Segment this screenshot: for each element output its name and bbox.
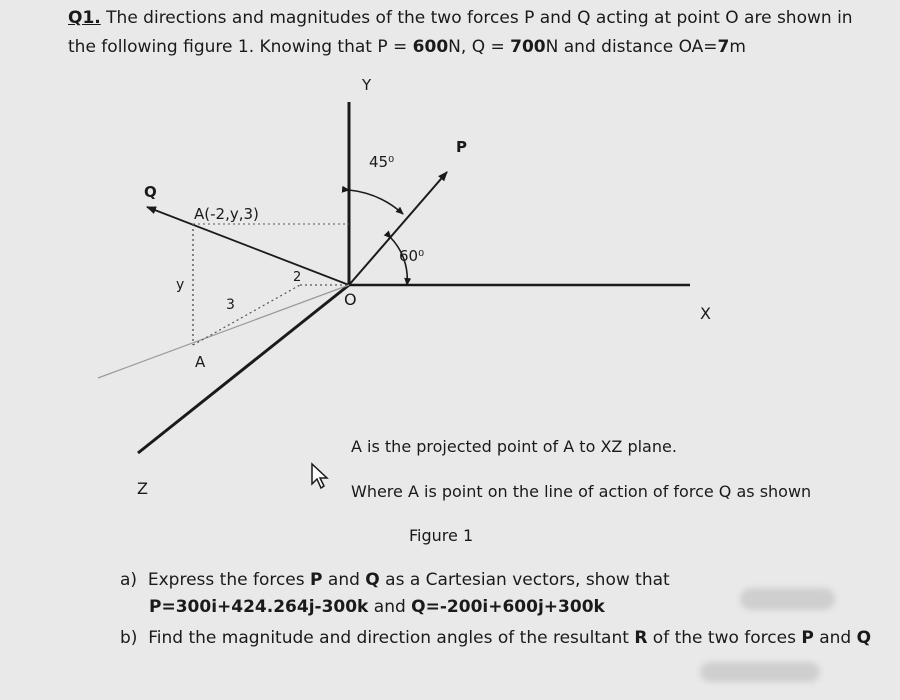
figure-note-1: A is the projected point of A to XZ plane. [351, 437, 677, 456]
origin-label: O [344, 290, 357, 309]
force-q-label: Q [144, 183, 157, 201]
part-b-q: Q [856, 628, 872, 648]
axis-x-label: X [700, 304, 711, 323]
question-number: Q1. [68, 8, 101, 28]
part-a-q: Q [365, 570, 380, 590]
part-a-p: P [310, 570, 323, 590]
part-a-text-2: and [322, 570, 366, 590]
part-b-line [120, 628, 871, 648]
dimension-3: 3 [226, 297, 235, 313]
part-b-p: P [801, 628, 814, 648]
oa-value: 7 [717, 37, 730, 57]
part-a-line-1 [120, 570, 670, 590]
figure-note-2: Where A is point on the line of action of force Q as shown [351, 482, 812, 501]
force-p-label: P [456, 138, 467, 156]
z-axis [138, 285, 349, 453]
axis-z-label: Z [137, 479, 148, 498]
axis-y-label: Y [362, 76, 372, 94]
question-text-2a: the following figure 1. Knowing that P = [68, 37, 413, 57]
projection-line [98, 285, 349, 378]
part-b-r: R [634, 628, 648, 648]
point-a-coords: A(-2,y,3) [194, 205, 259, 223]
part-a-line-2 [149, 597, 605, 617]
p-value: 600 [412, 37, 449, 57]
question-text-2c: N and distance OA= [545, 37, 718, 57]
figure-caption: Figure 1 [409, 526, 474, 545]
q-vector: Q=-200i+600j+300k [411, 597, 605, 617]
p-vector: P=300i+424.264j-300k [149, 597, 369, 617]
part-a-text-3: as a Cartesian vectors, show that [379, 570, 670, 590]
angle-45-arc [349, 190, 403, 214]
part-a-and: and [368, 597, 412, 617]
question-text-1: The directions and magnitudes of the two forces P and Q acting at point O are shown in [100, 8, 853, 28]
force-p-arrow [349, 172, 447, 285]
point-a-projection: A [195, 353, 206, 371]
part-b-label: b) [120, 628, 138, 648]
part-a-text-1: Express the forces [147, 570, 311, 590]
question-text-2d: m [729, 37, 746, 57]
mouse-cursor-icon [310, 462, 330, 490]
angle-60-label: 60⁰ [399, 247, 425, 265]
dimension-2: 2 [293, 270, 302, 285]
redaction-smudge [700, 662, 820, 682]
angle-45-label: 45⁰ [369, 153, 395, 171]
question-text-2b: N, Q = [448, 37, 511, 57]
part-a-label: a) [120, 570, 138, 590]
q-value: 700 [510, 37, 546, 57]
part-b-text-2: of the two forces [647, 628, 802, 648]
dimension-y: y [176, 277, 185, 293]
part-b-text-1: Find the magnitude and direction angles of the resultant [148, 628, 635, 648]
redaction-smudge [740, 588, 835, 610]
part-b-text-3: and [813, 628, 857, 648]
